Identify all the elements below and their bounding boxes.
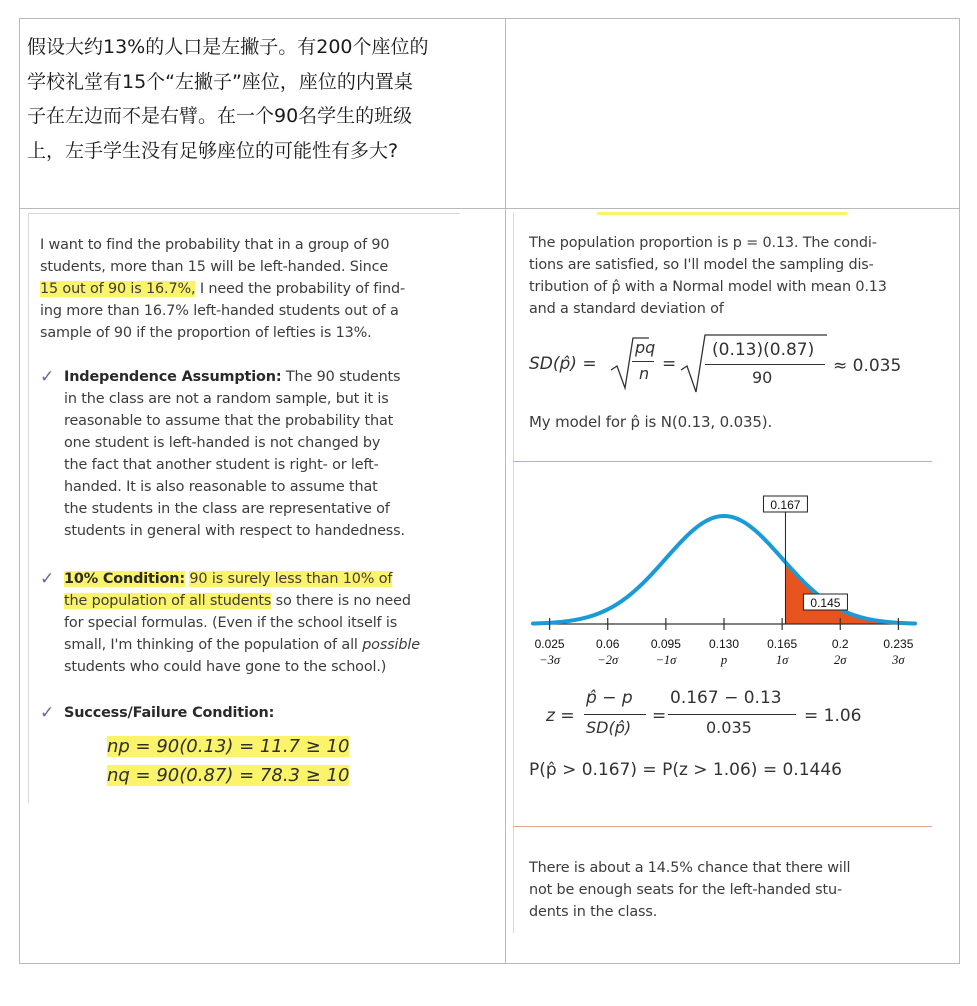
tick-label: 0.06 xyxy=(596,637,620,651)
sd-approx: ≈ 0.035 xyxy=(833,356,902,376)
sd-den2: 90 xyxy=(752,368,773,387)
intro-line: students, more than 15 will be left-handed. Since xyxy=(40,259,389,275)
tick-label: 0.095 xyxy=(650,637,681,651)
normal-curve xyxy=(533,516,915,624)
sd-den1: n xyxy=(639,364,650,383)
intro-line: sample of 90 if the proportion of lefties is 13%. xyxy=(40,325,372,341)
section-divider xyxy=(513,461,932,462)
z-den2: 0.035 xyxy=(706,718,752,737)
question-line: 学校礼堂有15个“左撇子”座位，座位的内置桌 xyxy=(27,70,413,93)
question-line: 假设大约13%的人口是左撇子。有200个座位的 xyxy=(27,36,429,58)
table-col-divider xyxy=(505,18,506,964)
np-equation: np = 90(0.13) = 11.7 ≥ 10 xyxy=(107,736,350,757)
intro-paragraph xyxy=(40,234,460,344)
check-icon: ✓ xyxy=(40,703,55,723)
tick-label: 0.025 xyxy=(534,637,565,651)
check-icon: ✓ xyxy=(40,367,55,387)
sd-eq: = xyxy=(662,354,677,374)
intro-line: ing more than 16.7% left-handed students out of a xyxy=(40,303,399,319)
tick-label: 0.130 xyxy=(708,637,740,651)
sd-formula xyxy=(529,330,929,400)
tick-label: 0.235 xyxy=(883,637,914,651)
success-failure-condition xyxy=(40,702,460,724)
table-row-divider xyxy=(19,208,960,209)
sigma-label: 1σ xyxy=(775,653,789,667)
tick-label: 0.165 xyxy=(767,637,798,651)
cutoff-label: 0.167 xyxy=(770,498,801,512)
sigma-label: 2σ xyxy=(834,653,847,667)
fraction-bar xyxy=(668,714,796,715)
sigma-label: 3σ xyxy=(892,653,905,667)
sigma-label: −3σ xyxy=(539,653,561,667)
highlight-strip xyxy=(597,212,847,215)
population-paragraph: The population proportion is p = 0.13. The condi- tions are satisfied, so I'll model the sampling dis- tribution of p̂ with a Normal model with mean 0.13 and a standard deviation of xyxy=(529,235,887,317)
intro-line: 15 out of 90 is 16.7%, I need the probability of find- xyxy=(40,281,406,297)
fraction-bar xyxy=(705,364,825,365)
sd-num1: pq xyxy=(635,338,656,357)
section-divider xyxy=(513,826,932,827)
independence-title: Independence Assumption: xyxy=(64,369,282,385)
independence-assumption: ✓ Independence Assumption: The 90 students in the class are not a random sample, but it is reasonable to assume that the probability that one student is left-handed is not changed by the fact that another student is right- or left- handed. It is also reasonable to assume that the students in the class are representative of students in general with respect to handedness. xyxy=(40,367,405,539)
z-formula xyxy=(546,684,926,750)
fraction-bar xyxy=(584,714,646,715)
left-panel-side-border xyxy=(28,213,29,803)
success-failure-title: Success/Failure Condition: xyxy=(64,705,275,721)
check-icon: ✓ xyxy=(40,569,55,589)
conclusion-paragraph: There is about a 14.5% chance that there will not be enough seats for the left-handed stu- dents in the class. xyxy=(529,860,851,920)
intro-line: I want to find the probability that in a group of 90 xyxy=(40,237,390,253)
z-den1: SD(p̂) xyxy=(586,718,632,737)
z-lhs: z = xyxy=(546,706,575,726)
z-result: = 1.06 xyxy=(804,706,862,726)
fraction-bar xyxy=(632,361,654,362)
sigma-label: −2σ xyxy=(597,653,619,667)
ten-percent-title: 10% Condition: xyxy=(64,571,185,587)
probability-line: P(p̂ > 0.167) = P(z > 1.06) = 0.1446 xyxy=(529,760,842,780)
question-text xyxy=(27,30,497,168)
model-text: My model for p̂ is N(0.13, 0.035). xyxy=(529,413,773,431)
sd-num2: (0.13)(0.87) xyxy=(712,340,815,360)
normal-curve-chart xyxy=(513,472,933,682)
sigma-label: p xyxy=(720,653,728,667)
left-panel-top-border xyxy=(28,213,460,214)
question-line: 子在左边而不是右臂。在一个90名学生的班级 xyxy=(27,105,413,127)
nq-equation: nq = 90(0.87) = 78.3 ≥ 10 xyxy=(107,765,350,786)
tail-label: 0.145 xyxy=(810,596,841,610)
z-num2: 0.167 − 0.13 xyxy=(670,688,782,708)
question-line: 上，左手学生没有足够座位的可能性有多大? xyxy=(27,139,399,162)
sigma-label: −1σ xyxy=(655,653,677,667)
sd-lhs: SD(p̂) = xyxy=(529,354,597,374)
z-num1: p̂ − p xyxy=(586,688,633,708)
z-eq: = xyxy=(652,706,667,726)
highlight-15-of-90: 15 out of 90 is 16.7%, xyxy=(40,281,196,297)
ten-percent-condition: ✓ 10% Condition: 90 is surely less than 10% of the population of all students so there is no need for special formulas. (Even if the school itself is small, I'm thinking of the population of all possible students who could have gone to the school.) xyxy=(40,569,420,675)
tick-label: 0.2 xyxy=(831,637,849,651)
